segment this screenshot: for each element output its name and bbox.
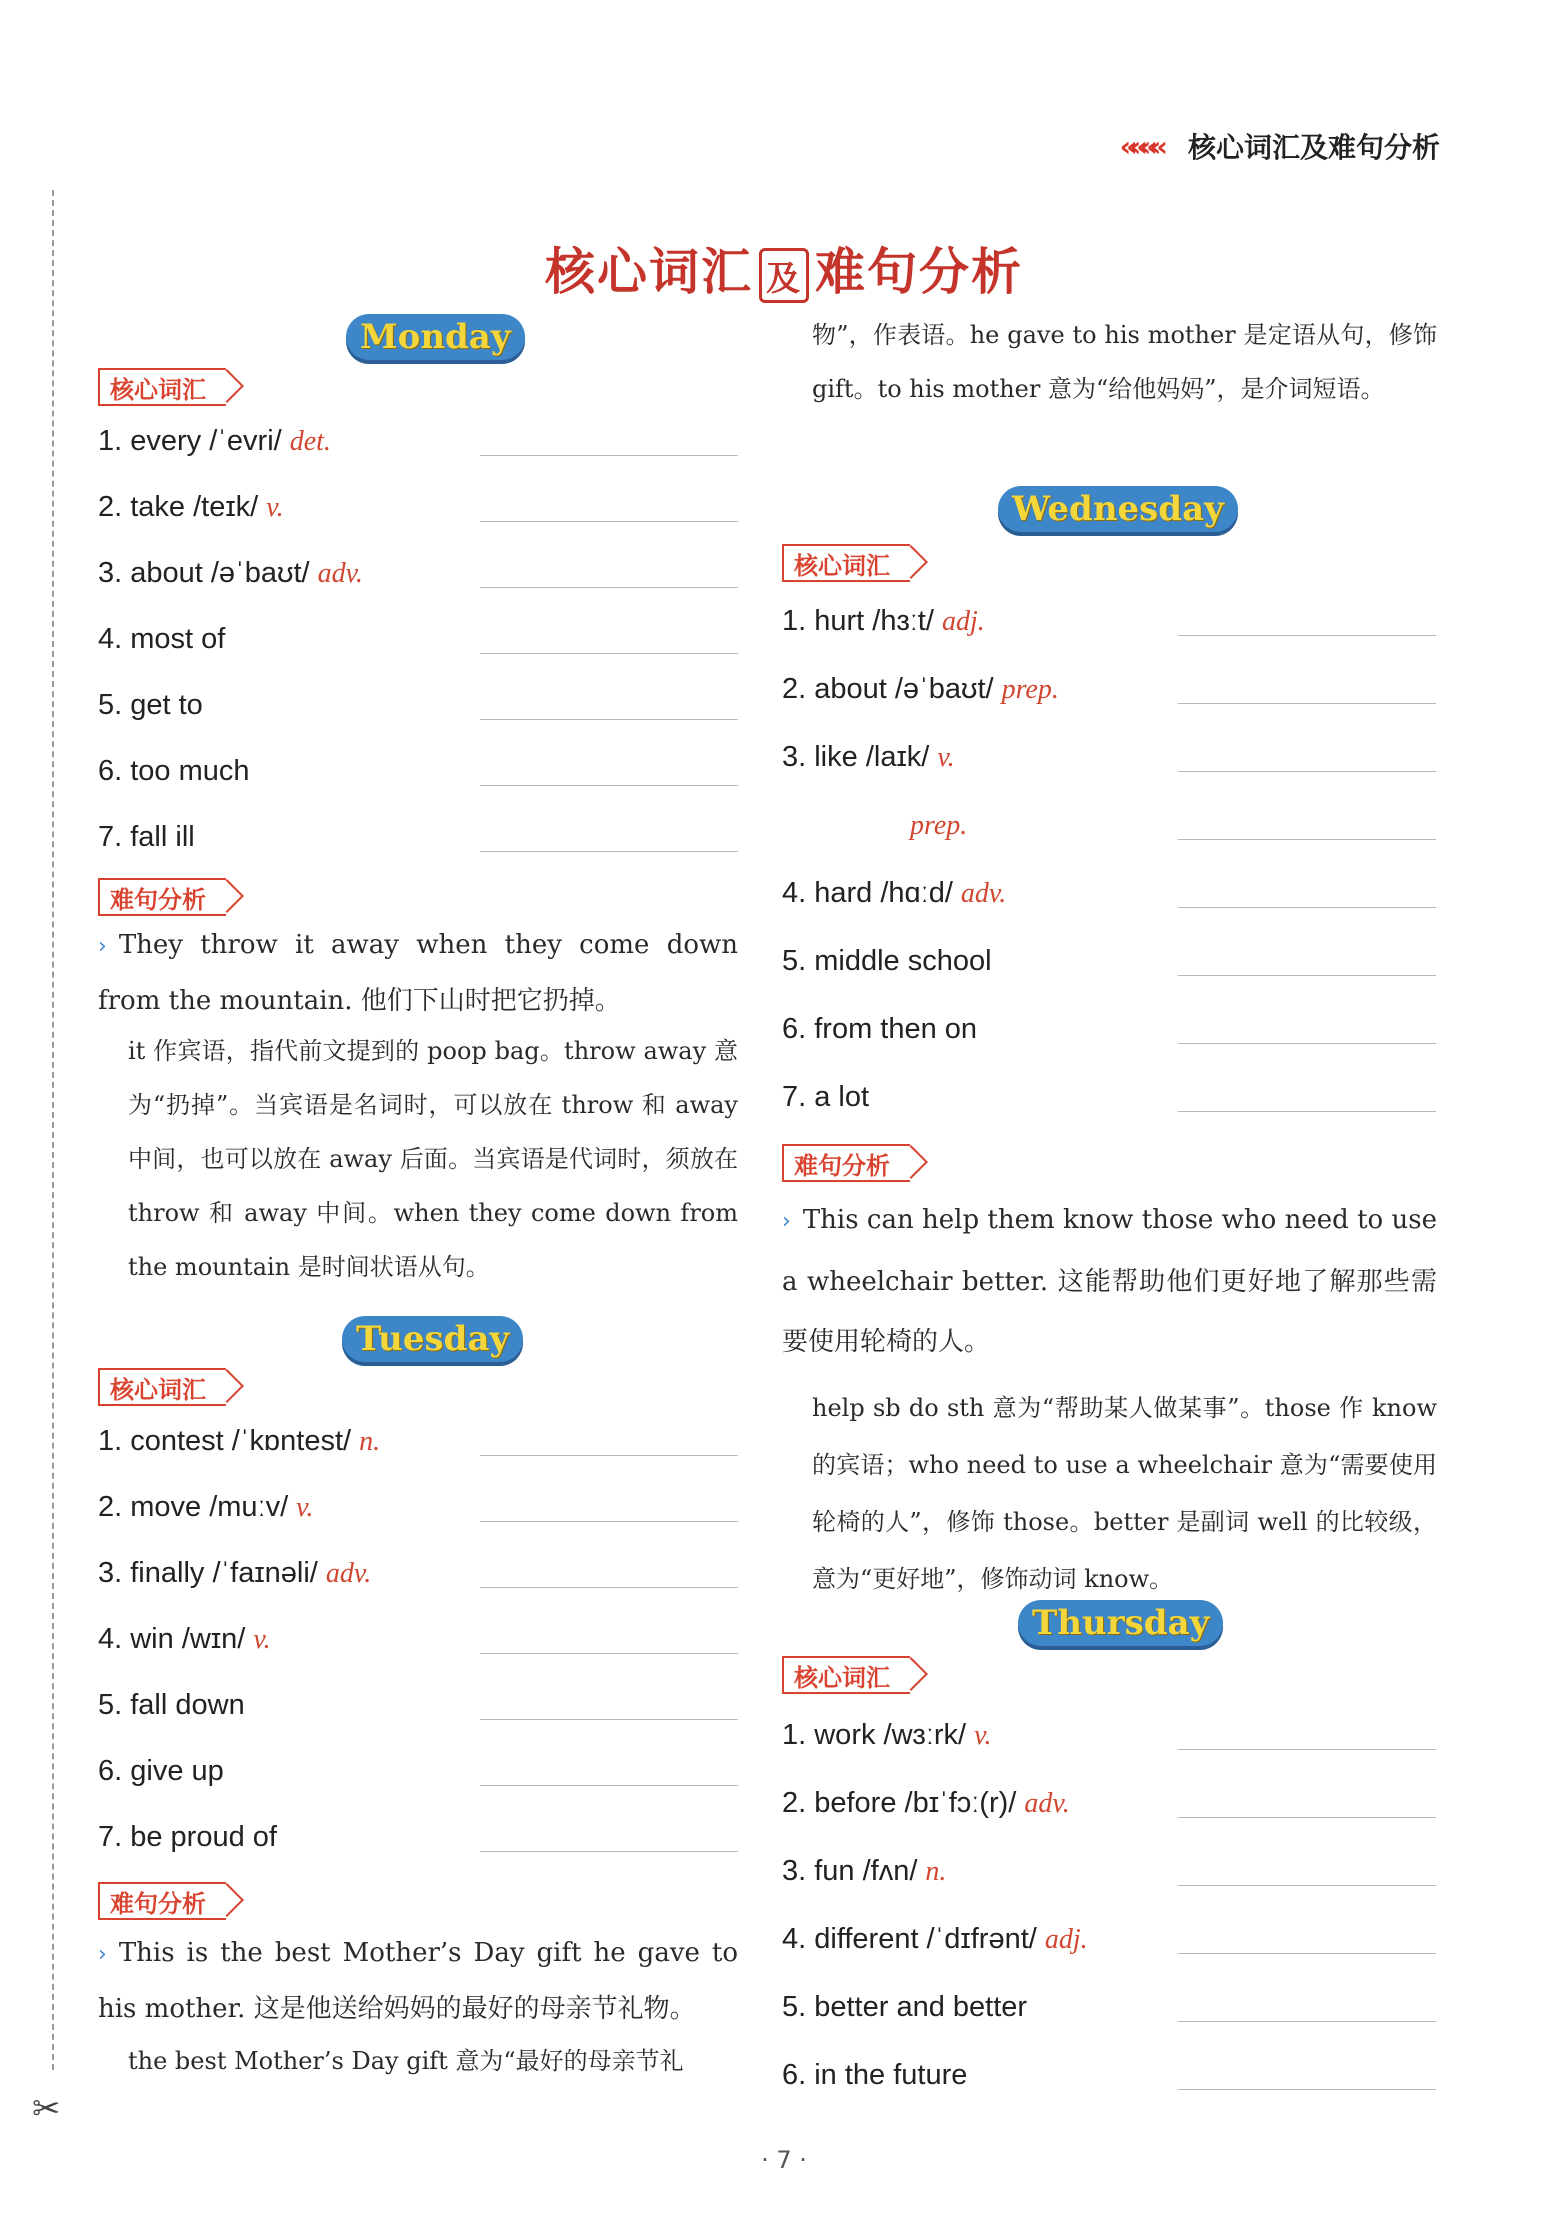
section-label-vocab: 核心词汇	[98, 1368, 226, 1406]
scissors-icon: ✂	[32, 2089, 61, 2129]
answer-blank[interactable]	[1178, 1817, 1436, 1818]
sentence-note: help sb do sth 意为“帮助某人做某事”。those 作 know 的宾语；who need to use a wheelchair 意为“需要使用轮椅的人”，修饰 those。better 是副词 well 的比较级，意为“更好地”，修饰动词 know。	[812, 1394, 1437, 1593]
vocab-item: 3. about /əˈbaʊt/ adv.	[98, 550, 738, 590]
section-label-sentence: 难句分析	[98, 878, 226, 916]
answer-blank[interactable]	[1178, 907, 1436, 908]
vocab-item: 6. in the future	[782, 2052, 1437, 2092]
answer-blank[interactable]	[480, 1455, 738, 1456]
vocab-item: 1. work /wɜːrk/ v.	[782, 1712, 1437, 1752]
vocab-item: 5. better and better	[782, 1984, 1437, 2024]
vocab-item: 6. from then on	[782, 1006, 1437, 1046]
vocab-item: 6. too much	[98, 748, 738, 788]
title-mark: 及	[759, 248, 809, 303]
bullet-arrow-icon: ›	[98, 934, 107, 959]
difficult-sentence: › This is the best Mother’s Day gift he gave to his mother. 这是他送给妈妈的最好的母亲节礼物。	[98, 1938, 738, 2024]
sentence-note-continued: 物”，作表语。he gave to his mother 是定语从句，修饰 gift。to his mother 意为“给他妈妈”，是介词短语。	[812, 321, 1437, 403]
running-title: 核心词汇及难句分析	[1187, 131, 1440, 164]
vocab-item: 2. before /bɪˈfɔː(r)/ adv.	[782, 1780, 1437, 1820]
sentence-note: the best Mother’s Day gift 意为“最好的母亲节礼	[128, 2047, 684, 2075]
title-part2: 难句分析	[815, 243, 1023, 301]
answer-blank[interactable]	[1178, 2089, 1436, 2090]
answer-blank[interactable]	[1178, 1953, 1436, 1954]
title-part1: 核心词汇	[545, 243, 753, 301]
page-number: · 7 ·	[761, 2146, 807, 2174]
answer-blank[interactable]	[1178, 839, 1436, 840]
vocab-item: 5. get to	[98, 682, 738, 722]
running-header	[1120, 126, 1440, 166]
bullet-arrow-icon: ›	[782, 1209, 791, 1234]
sentence-note: it 作宾语，指代前文提到的 poop bag。throw away 意为“扔掉”。当宾语是名词时，可以放在 throw 和 away 中间，也可以放在 away 后面。当宾语是代词时，须放在 throw 和 away 中间。when they come down from the mountain 是时间状语从句。	[128, 1037, 738, 1281]
answer-blank[interactable]	[480, 1785, 738, 1786]
answer-blank[interactable]	[480, 719, 738, 720]
day-badge-monday: Monday	[346, 314, 525, 360]
section-label-vocab: 核心词汇	[782, 544, 910, 582]
answer-blank[interactable]	[480, 653, 738, 654]
answer-blank[interactable]	[1178, 635, 1436, 636]
vocab-item: 3. fun /fʌn/ n.	[782, 1848, 1437, 1888]
section-label-vocab: 核心词汇	[98, 368, 226, 406]
answer-blank[interactable]	[480, 1719, 738, 1720]
chevrons-icon: ««««	[1119, 129, 1160, 163]
answer-blank[interactable]	[480, 455, 738, 456]
bullet-arrow-icon: ›	[98, 1942, 107, 1967]
answer-blank[interactable]	[1178, 1043, 1436, 1044]
vocab-item: 6. give up	[98, 1748, 738, 1788]
section-label-sentence: 难句分析	[98, 1882, 226, 1920]
vocab-item: 2. take /teɪk/ v.	[98, 484, 738, 524]
answer-blank[interactable]	[480, 1587, 738, 1588]
vocab-item: 4. hard /hɑːd/ adv.	[782, 870, 1437, 910]
vocab-item: 7. a lot	[782, 1074, 1437, 1114]
answer-blank[interactable]	[1178, 771, 1436, 772]
vocab-item: 3. finally /ˈfaɪnəli/ adv.	[98, 1550, 738, 1590]
vocab-item: 5. middle school	[782, 938, 1437, 978]
vocab-item: 4. win /wɪn/ v.	[98, 1616, 738, 1656]
answer-blank[interactable]	[1178, 1111, 1436, 1112]
answer-blank[interactable]	[480, 587, 738, 588]
day-badge-wednesday: Wednesday	[998, 486, 1238, 532]
day-badge-thursday: Thursday	[1018, 1600, 1223, 1646]
difficult-sentence: › This can help them know those who need to use a wheelchair better. 这能帮助他们更好地了解那些需要使用轮椅的人。	[782, 1205, 1437, 1357]
cut-line	[52, 190, 54, 2070]
answer-blank[interactable]	[1178, 703, 1436, 704]
vocab-item: prep.	[782, 802, 1437, 842]
vocab-item: 4. different /ˈdɪfrənt/ adj.	[782, 1916, 1437, 1956]
vocab-item: 1. hurt /hɜːt/ adj.	[782, 598, 1437, 638]
vocab-item: 2. move /muːv/ v.	[98, 1484, 738, 1524]
vocab-item: 1. contest /ˈkɒntest/ n.	[98, 1418, 738, 1458]
vocab-item: 1. every /ˈevri/ det.	[98, 418, 738, 458]
answer-blank[interactable]	[480, 851, 738, 852]
answer-blank[interactable]	[480, 521, 738, 522]
page-title	[0, 232, 1568, 304]
vocab-item: 7. fall ill	[98, 814, 738, 854]
answer-blank[interactable]	[1178, 2021, 1436, 2022]
answer-blank[interactable]	[480, 1653, 738, 1654]
vocab-item: 4. most of	[98, 616, 738, 656]
answer-blank[interactable]	[480, 1521, 738, 1522]
answer-blank[interactable]	[1178, 975, 1436, 976]
answer-blank[interactable]	[1178, 1749, 1436, 1750]
section-label-sentence: 难句分析	[782, 1144, 910, 1182]
answer-blank[interactable]	[480, 785, 738, 786]
answer-blank[interactable]	[480, 1851, 738, 1852]
difficult-sentence: › They throw it away when they come down from the mountain. 他们下山时把它扔掉。	[98, 930, 738, 1016]
section-label-vocab: 核心词汇	[782, 1656, 910, 1694]
day-badge-tuesday: Tuesday	[342, 1316, 523, 1362]
answer-blank[interactable]	[1178, 1885, 1436, 1886]
vocab-item: 5. fall down	[98, 1682, 738, 1722]
vocab-item: 2. about /əˈbaʊt/ prep.	[782, 666, 1437, 706]
vocab-item: 7. be proud of	[98, 1814, 738, 1854]
vocab-item: 3. like /laɪk/ v.	[782, 734, 1437, 774]
